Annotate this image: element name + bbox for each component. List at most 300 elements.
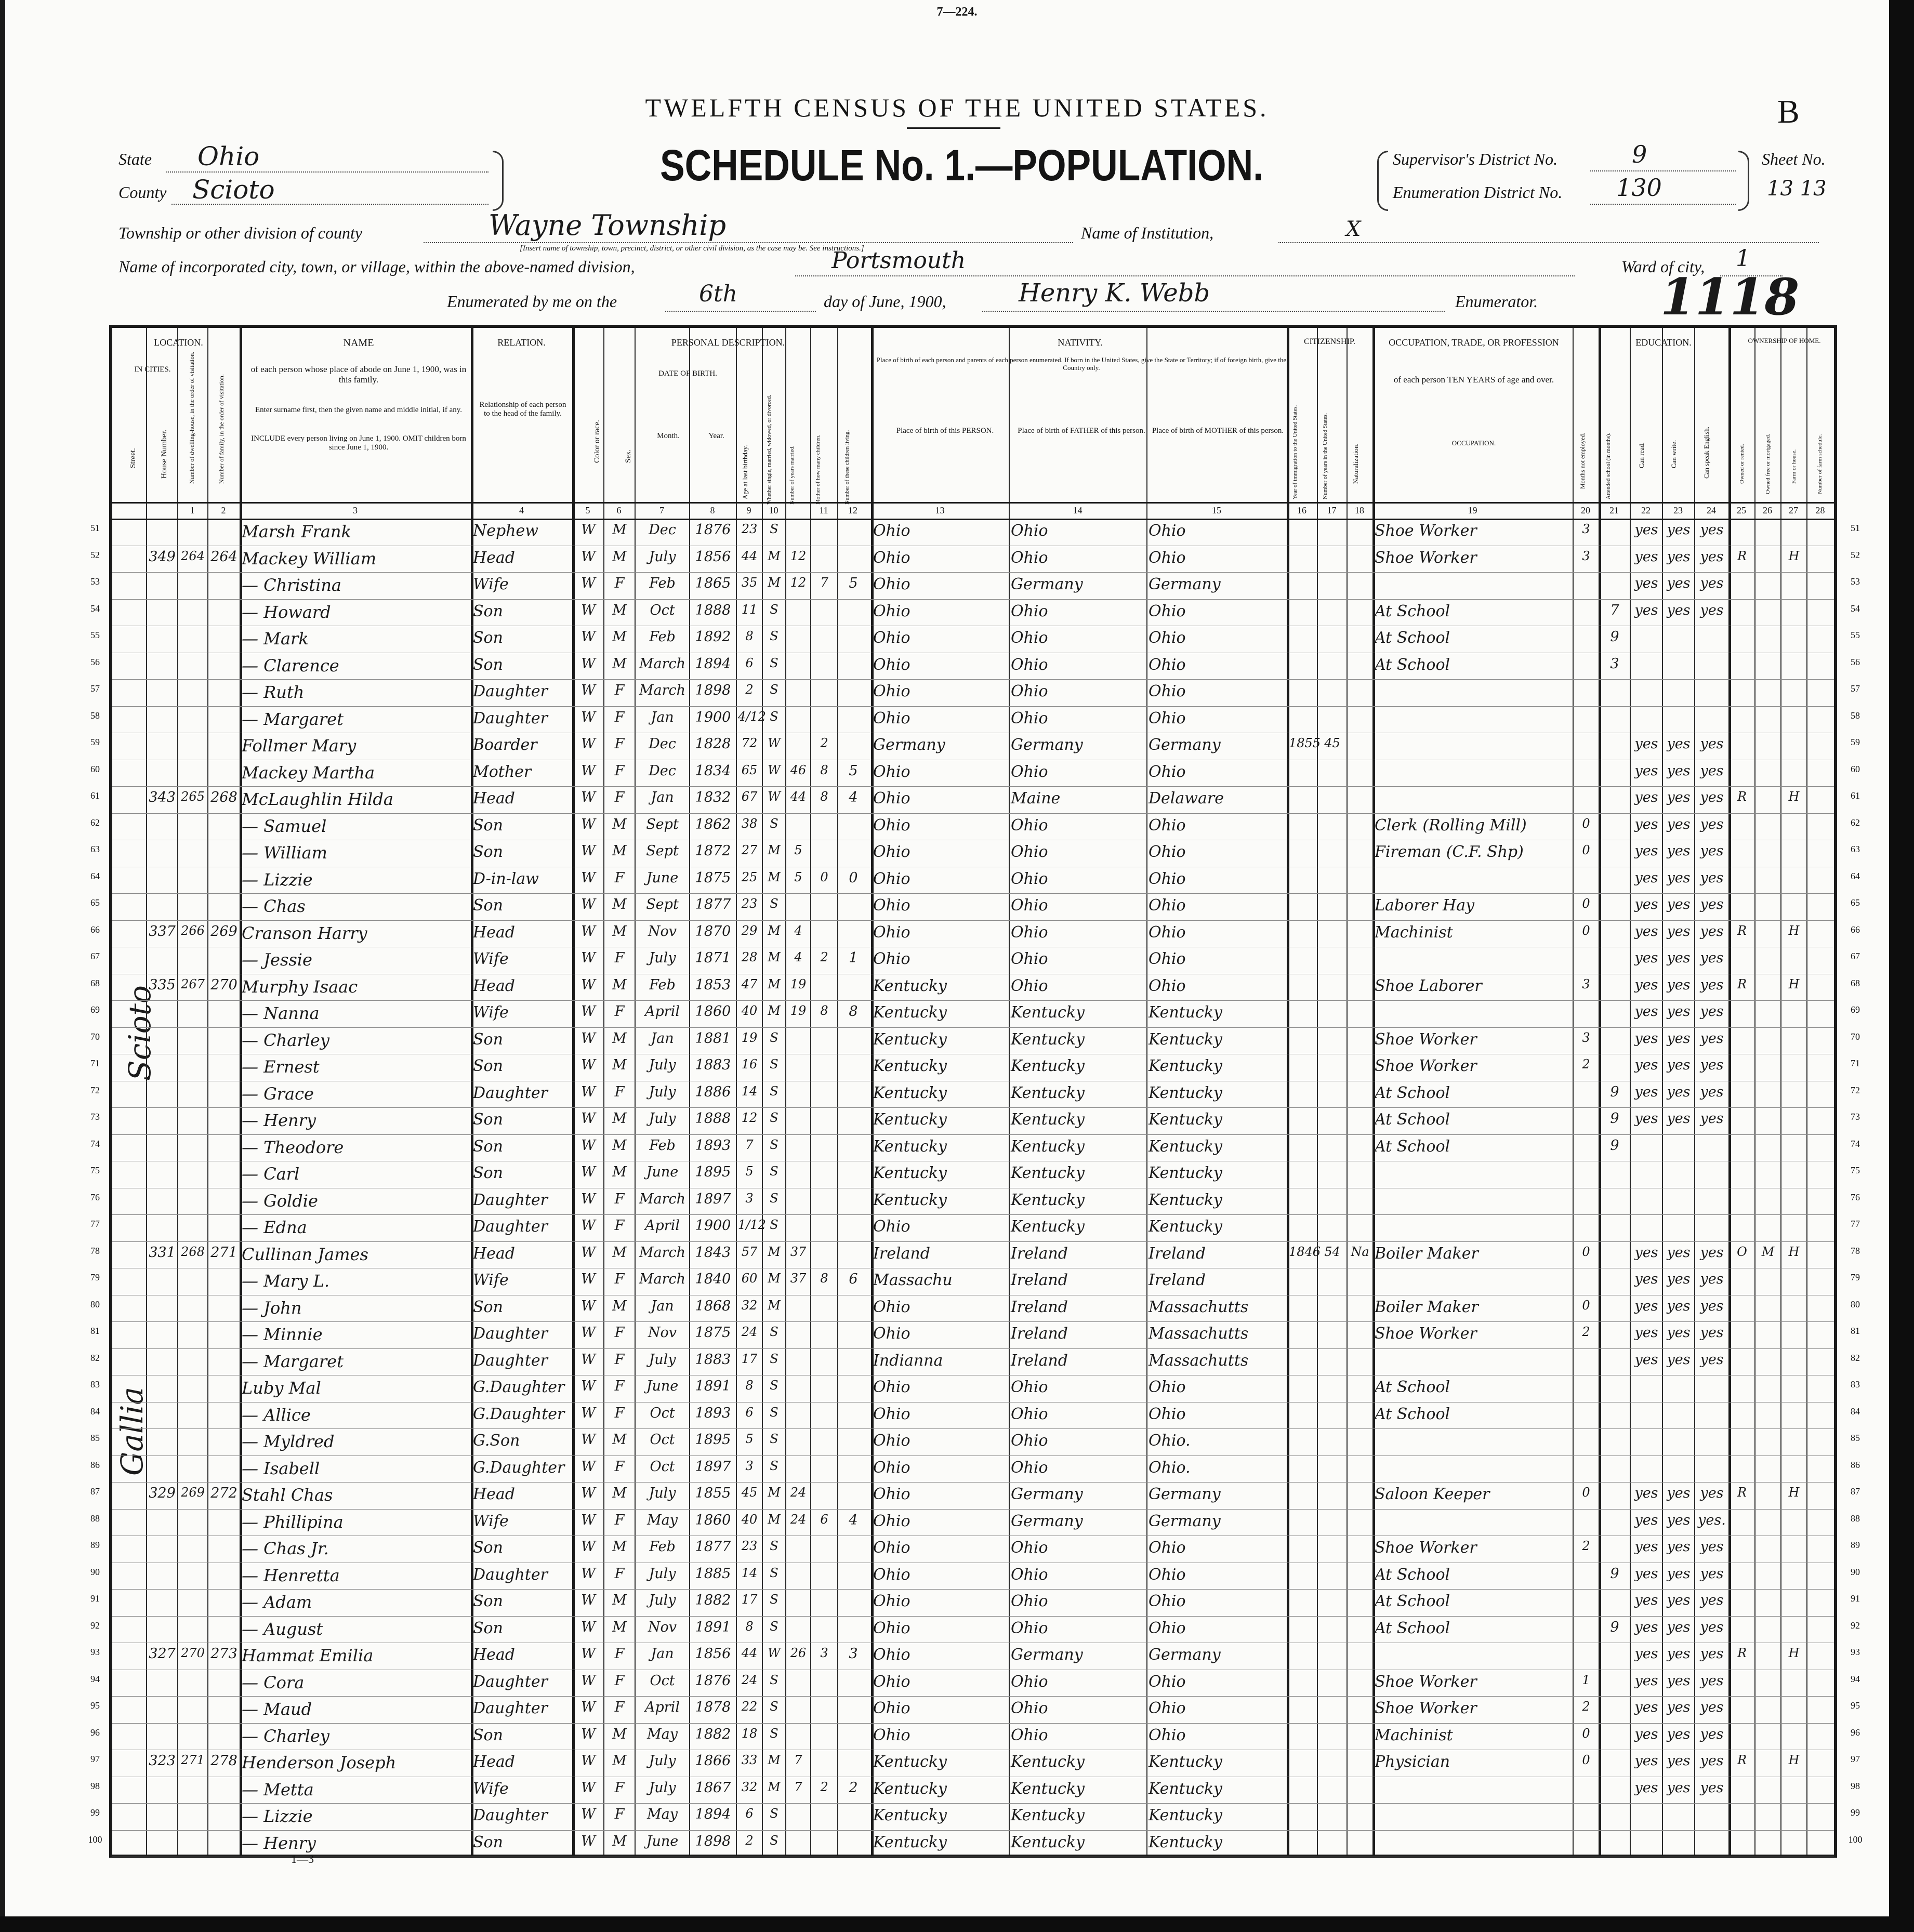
cell-name: — Ernest bbox=[242, 1057, 320, 1077]
cell-sex: M bbox=[612, 816, 627, 832]
cell-year: 1894 bbox=[695, 655, 731, 672]
cell-mo: 3 bbox=[820, 1646, 828, 1660]
cell-occ: Machinist bbox=[1375, 923, 1453, 942]
cell-month: Oct bbox=[650, 1432, 675, 1448]
row-divider bbox=[112, 1134, 1834, 1135]
cell-mo: 8 bbox=[820, 762, 828, 777]
cell-bp: Ohio bbox=[873, 682, 910, 700]
cell-month: June bbox=[646, 1164, 679, 1180]
cell-cl: 5 bbox=[849, 762, 858, 779]
cell-farm: H bbox=[1788, 789, 1800, 804]
cell-sex: M bbox=[612, 1164, 627, 1180]
right-brace bbox=[1377, 151, 1388, 211]
cell-rel: G.Daughter bbox=[473, 1458, 565, 1477]
row-number-left: 83 bbox=[90, 1379, 100, 1390]
cell-occ: Physician bbox=[1375, 1753, 1450, 1771]
hdr-can-write: Can write. bbox=[1670, 440, 1678, 468]
column-divider bbox=[1754, 328, 1755, 1855]
hdr-months-not-employed: Months not employed. bbox=[1579, 432, 1586, 489]
cell-rel: Daughter bbox=[473, 1806, 548, 1824]
cell-month: June bbox=[646, 869, 679, 886]
cell-speak: yes bbox=[1700, 1646, 1724, 1662]
cell-bf: Ohio bbox=[1011, 1405, 1048, 1423]
cell-farm: H bbox=[1788, 1244, 1800, 1259]
cell-age: 16 bbox=[741, 1057, 758, 1071]
row-number-left: 92 bbox=[90, 1620, 100, 1631]
cell-bp: Ohio bbox=[873, 869, 910, 888]
cell-rel: Head bbox=[473, 976, 516, 995]
cell-cl: 2 bbox=[849, 1779, 858, 1796]
hdr-location: LOCATION. bbox=[154, 337, 203, 348]
cell-ym: 12 bbox=[790, 548, 807, 563]
cell-write: yes bbox=[1667, 1057, 1691, 1073]
cell-bm: Kentucky bbox=[1149, 1083, 1222, 1102]
hdr-occupation-col: OCCUPATION. bbox=[1451, 439, 1496, 447]
cell-age: 8 bbox=[745, 1378, 754, 1393]
cell-bf: Ohio bbox=[1011, 602, 1048, 620]
cell-bm: Massachutts bbox=[1149, 1298, 1249, 1316]
cell-sex: F bbox=[614, 1779, 625, 1796]
cell-name: — Lizzie bbox=[242, 869, 313, 890]
cell-ym: 19 bbox=[790, 976, 807, 991]
cell-speak: yes bbox=[1700, 869, 1724, 886]
cell-speak: yes bbox=[1700, 522, 1724, 538]
cell-color: W bbox=[581, 629, 596, 645]
cell-mo: 8 bbox=[820, 789, 828, 804]
cell-occ: Saloon Keeper bbox=[1375, 1485, 1490, 1503]
cell-cond: S bbox=[770, 1726, 778, 1741]
cell-speak: yes bbox=[1700, 1244, 1724, 1261]
cell-cond: M bbox=[768, 869, 781, 884]
cell-speak: yes bbox=[1700, 1351, 1724, 1368]
cell-read: yes bbox=[1634, 548, 1658, 565]
cell-sex: M bbox=[612, 896, 627, 912]
cell-rel: Nephew bbox=[473, 522, 538, 540]
cell-speak: yes bbox=[1700, 1110, 1724, 1127]
cell-year: 1860 bbox=[695, 1003, 731, 1020]
cell-bm: Ohio bbox=[1149, 950, 1186, 968]
row-number-left: 86 bbox=[90, 1459, 100, 1470]
cell-name: — Margaret bbox=[242, 1351, 344, 1371]
cell-cond: S bbox=[770, 709, 778, 724]
cell-bm: Ohio bbox=[1149, 923, 1186, 942]
row-number-left: 57 bbox=[90, 683, 100, 694]
row-number-right: 60 bbox=[1851, 763, 1860, 774]
cell-name: — Theodore bbox=[242, 1137, 344, 1157]
cell-write: yes bbox=[1667, 602, 1691, 618]
cell-mo: 8 bbox=[820, 1003, 828, 1018]
cell-month: Oct bbox=[650, 1405, 675, 1421]
cell-year: 1897 bbox=[695, 1190, 731, 1207]
hdr-occupation: OCCUPATION, TRADE, OR PROFESSION bbox=[1389, 337, 1559, 348]
cell-occ: Boiler Maker bbox=[1375, 1244, 1479, 1263]
cell-month: Oct bbox=[650, 1458, 675, 1475]
hdr-birth-father: Place of birth of FATHER of this person. bbox=[1018, 427, 1145, 435]
cell-cond: S bbox=[770, 1539, 778, 1553]
cell-sex: F bbox=[614, 1271, 625, 1287]
cell-bf: Ohio bbox=[1011, 923, 1048, 942]
column-number: 16 bbox=[1297, 505, 1306, 515]
hdr-relation: RELATION. bbox=[497, 337, 546, 348]
cell-bf: Ohio bbox=[1011, 655, 1048, 674]
cell-dwelling: 265 bbox=[181, 789, 205, 804]
column-number: 14 bbox=[1073, 505, 1083, 515]
cell-yrs: 45 bbox=[1324, 736, 1340, 750]
cell-me: 2 bbox=[1582, 1539, 1590, 1553]
cell-year: 1856 bbox=[695, 548, 731, 565]
cell-cond: W bbox=[768, 736, 781, 750]
cell-write: yes bbox=[1667, 950, 1691, 966]
township-label: Township or other division of county bbox=[118, 223, 363, 242]
cell-age: 40 bbox=[741, 1003, 758, 1018]
row-number-right: 51 bbox=[1851, 523, 1860, 533]
cell-read: yes bbox=[1634, 1699, 1658, 1715]
cell-age: 2 bbox=[745, 1833, 754, 1848]
cell-rel: Daughter bbox=[473, 1672, 548, 1691]
cell-cond: S bbox=[770, 1619, 778, 1634]
sheet-letter: B bbox=[1777, 93, 1800, 130]
hdr-color: Color or race. bbox=[593, 420, 601, 463]
cell-read: yes bbox=[1634, 950, 1658, 966]
hdr-owned-rented: Owned or rented. bbox=[1739, 444, 1745, 484]
cell-cond: S bbox=[770, 1190, 778, 1206]
cell-rel: G.Daughter bbox=[473, 1378, 565, 1396]
cell-occ: At School bbox=[1375, 655, 1450, 674]
row-number-right: 54 bbox=[1851, 603, 1860, 614]
cell-color: W bbox=[581, 1351, 596, 1368]
row-number-right: 94 bbox=[1851, 1673, 1860, 1684]
cell-own: R bbox=[1737, 1753, 1747, 1767]
census-table bbox=[109, 325, 1837, 1858]
cell-mo: 7 bbox=[820, 575, 828, 590]
cell-year: 1866 bbox=[695, 1753, 731, 1769]
column-divider bbox=[689, 328, 690, 1855]
cell-write: yes bbox=[1667, 575, 1691, 591]
cell-bm: Ohio bbox=[1149, 1619, 1186, 1637]
cell-sex: M bbox=[612, 1298, 627, 1314]
cell-ym: 44 bbox=[790, 789, 807, 804]
row-number-right: 63 bbox=[1851, 844, 1860, 854]
cell-rel: G.Son bbox=[473, 1432, 520, 1450]
cell-me: 3 bbox=[1582, 976, 1590, 991]
cell-write: yes bbox=[1667, 1672, 1691, 1689]
cell-dwelling: 266 bbox=[181, 923, 205, 938]
cell-bf: Ohio bbox=[1011, 762, 1048, 781]
cell-age: 32 bbox=[741, 1298, 758, 1313]
cell-bp: Ohio bbox=[873, 602, 910, 620]
cell-house: 349 bbox=[149, 548, 176, 565]
cell-speak: yes bbox=[1700, 896, 1724, 912]
cell-bm: Ohio bbox=[1149, 522, 1186, 540]
cell-month: Feb bbox=[649, 629, 676, 645]
cell-speak: yes bbox=[1700, 762, 1724, 779]
cell-read: yes bbox=[1634, 762, 1658, 779]
cell-cond: S bbox=[770, 1030, 778, 1045]
cell-ym: 19 bbox=[790, 1003, 807, 1018]
cell-cl: 4 bbox=[849, 1512, 858, 1528]
cell-rel: Wife bbox=[473, 1779, 509, 1798]
cell-write: yes bbox=[1667, 1325, 1691, 1341]
cell-bf: Kentucky bbox=[1011, 1833, 1085, 1851]
cell-own: R bbox=[1737, 976, 1747, 991]
row-number-left: 52 bbox=[90, 549, 100, 560]
cell-rel: Wife bbox=[473, 1003, 509, 1022]
enumeration-value: 130 bbox=[1616, 174, 1662, 202]
cell-sex: M bbox=[612, 1592, 627, 1608]
row-divider bbox=[112, 1107, 1834, 1108]
column-number: 27 bbox=[1789, 505, 1798, 515]
cell-bf: Kentucky bbox=[1011, 1003, 1085, 1022]
cell-color: W bbox=[581, 1458, 596, 1475]
row-number-right: 89 bbox=[1851, 1540, 1860, 1550]
cell-speak: yes bbox=[1700, 1619, 1724, 1635]
row-number-right: 97 bbox=[1851, 1754, 1860, 1764]
cell-bm: Germany bbox=[1149, 575, 1221, 593]
cell-bm: Kentucky bbox=[1149, 1110, 1222, 1129]
hdr-naturalization: Naturalization. bbox=[1352, 443, 1359, 484]
row-number-right: 53 bbox=[1851, 576, 1860, 587]
cell-sex: M bbox=[612, 1244, 627, 1261]
row-number-left: 81 bbox=[90, 1326, 100, 1336]
cell-name: — Edna bbox=[242, 1218, 307, 1237]
cell-occ: At School bbox=[1375, 1405, 1450, 1423]
cell-speak: yes bbox=[1700, 1565, 1724, 1582]
cell-write: yes bbox=[1667, 1351, 1691, 1368]
cell-name: — Howard bbox=[242, 602, 331, 622]
cell-age: 22 bbox=[741, 1699, 758, 1714]
column-number: 28 bbox=[1815, 505, 1825, 515]
cell-cond: S bbox=[770, 1432, 778, 1446]
cell-rel: Son bbox=[473, 843, 503, 861]
cell-sex: M bbox=[612, 655, 627, 672]
cell-rel: Head bbox=[473, 548, 516, 567]
cell-name: Murphy Isaac bbox=[242, 976, 358, 997]
cell-sex: M bbox=[612, 602, 627, 618]
cell-cond: S bbox=[770, 1325, 778, 1339]
cell-color: W bbox=[581, 789, 596, 805]
cell-rel: Son bbox=[473, 1726, 503, 1744]
cell-cond: S bbox=[770, 1351, 778, 1366]
cell-me: 0 bbox=[1582, 923, 1590, 938]
cell-age: 3 bbox=[745, 1190, 754, 1206]
cell-bp: Ohio bbox=[873, 629, 910, 647]
cell-age: 27 bbox=[741, 843, 758, 857]
enumerated-prefix: Enumerated by me on the bbox=[447, 292, 617, 311]
cell-bf: Kentucky bbox=[1011, 1190, 1085, 1209]
cell-bm: Germany bbox=[1149, 1512, 1221, 1530]
cell-write: yes bbox=[1667, 1298, 1691, 1314]
row-number-right: 98 bbox=[1851, 1780, 1860, 1791]
row-number-left: 98 bbox=[90, 1780, 100, 1791]
cell-month: July bbox=[649, 548, 676, 565]
row-number-left: 58 bbox=[90, 710, 100, 721]
cell-color: W bbox=[581, 1432, 596, 1448]
row-number-left: 60 bbox=[90, 763, 100, 774]
cell-ym: 4 bbox=[794, 923, 802, 938]
cell-name: — Adam bbox=[242, 1592, 312, 1612]
hdr-name: NAME bbox=[343, 337, 374, 349]
cell-write: yes bbox=[1667, 1619, 1691, 1635]
row-number-left: 66 bbox=[90, 924, 100, 935]
row-number-left: 64 bbox=[90, 870, 100, 881]
cell-month: July bbox=[649, 1485, 676, 1501]
cell-cond: S bbox=[770, 1833, 778, 1848]
column-divider bbox=[736, 328, 737, 1855]
column-divider bbox=[1694, 328, 1695, 1855]
cell-name: — John bbox=[242, 1298, 302, 1318]
cell-occ: Boiler Maker bbox=[1375, 1298, 1479, 1316]
cell-sex: F bbox=[614, 1083, 625, 1100]
cell-rel: Son bbox=[473, 816, 503, 835]
state-label: State bbox=[118, 150, 152, 168]
row-number-left: 75 bbox=[90, 1165, 100, 1175]
cell-rel: Wife bbox=[473, 1512, 509, 1530]
cell-bp: Ohio bbox=[873, 1432, 910, 1450]
cell-sex: M bbox=[612, 843, 627, 859]
row-number-left: 78 bbox=[90, 1245, 100, 1256]
cell-sex: M bbox=[612, 1833, 627, 1849]
cell-age: 40 bbox=[741, 1512, 758, 1527]
cell-bf: Ireland bbox=[1011, 1244, 1068, 1263]
cell-read: yes bbox=[1634, 575, 1658, 591]
cell-rel: Son bbox=[473, 1592, 503, 1610]
row-number-right: 62 bbox=[1851, 817, 1860, 828]
cell-sex: M bbox=[612, 1057, 627, 1073]
cell-cond: S bbox=[770, 1405, 778, 1420]
cell-bm: Kentucky bbox=[1149, 1753, 1222, 1771]
cell-age: 47 bbox=[741, 976, 758, 991]
cell-cond: S bbox=[770, 682, 778, 697]
cell-year: 1860 bbox=[695, 1512, 731, 1528]
enumerated-mid: day of June, 1900, bbox=[824, 292, 946, 311]
township-note: [Insert name of township, town, precinct, district, or other civil division, as the case may be. See instructions.] bbox=[520, 244, 864, 253]
township-line bbox=[424, 242, 1073, 243]
scan-edge-bottom bbox=[0, 1916, 1914, 1932]
cell-color: W bbox=[581, 1672, 596, 1689]
row-number-right: 56 bbox=[1851, 656, 1860, 667]
header-divider bbox=[112, 519, 1834, 520]
cell-cl: 4 bbox=[849, 789, 858, 805]
cell-age: 28 bbox=[741, 950, 758, 964]
cell-read: yes bbox=[1634, 1619, 1658, 1635]
cell-own: R bbox=[1737, 1485, 1747, 1500]
cell-rel: Son bbox=[473, 1137, 503, 1156]
cell-bp: Germany bbox=[873, 736, 945, 754]
row-divider bbox=[112, 1589, 1834, 1590]
column-number: 23 bbox=[1673, 505, 1683, 515]
cell-month: June bbox=[646, 1378, 679, 1394]
cell-bf: Germany bbox=[1011, 575, 1083, 593]
cell-bf: Germany bbox=[1011, 1485, 1083, 1503]
cell-cond: M bbox=[768, 575, 781, 590]
cell-year: 1832 bbox=[695, 789, 731, 805]
hdr-in-cities: IN CITIES. bbox=[134, 365, 171, 374]
cell-year: 1897 bbox=[695, 1458, 731, 1475]
institution-line bbox=[1278, 242, 1819, 243]
cell-month: Feb bbox=[649, 575, 676, 591]
cell-color: W bbox=[581, 843, 596, 859]
row-number-left: 67 bbox=[90, 951, 100, 961]
column-number: 20 bbox=[1581, 505, 1590, 515]
cell-age: 19 bbox=[741, 1030, 758, 1045]
row-divider bbox=[112, 1321, 1834, 1322]
row-divider bbox=[112, 1027, 1834, 1028]
cell-year: 1883 bbox=[695, 1351, 731, 1368]
cell-speak: yes bbox=[1700, 1083, 1724, 1100]
cell-bm: Ohio bbox=[1149, 1592, 1186, 1610]
row-number-right: 84 bbox=[1851, 1406, 1860, 1417]
cell-bf: Maine bbox=[1011, 789, 1061, 808]
cell-rel: Daughter bbox=[473, 1218, 548, 1236]
cell-month: Sept bbox=[646, 896, 679, 912]
cell-speak: yes bbox=[1700, 1753, 1724, 1769]
scan-edge-right bbox=[1889, 0, 1914, 1932]
cell-age: 32 bbox=[741, 1779, 758, 1794]
cell-month: July bbox=[649, 1351, 676, 1368]
cell-age: 38 bbox=[741, 816, 758, 831]
hdr-citizenship: CITIZENSHIP. bbox=[1303, 337, 1356, 346]
cell-color: W bbox=[581, 1083, 596, 1100]
cell-bp: Ohio bbox=[873, 762, 910, 781]
cell-sex: F bbox=[614, 1190, 625, 1207]
cell-rel: D-in-law bbox=[473, 869, 539, 888]
cell-cl: 6 bbox=[849, 1271, 858, 1287]
cell-name: — Chas bbox=[242, 896, 306, 916]
cell-bp: Ohio bbox=[873, 1646, 910, 1664]
cell-age: 29 bbox=[741, 923, 758, 938]
cell-rel: Daughter bbox=[473, 709, 548, 727]
cell-occ: At School bbox=[1375, 1378, 1450, 1396]
cell-name: — Jessie bbox=[242, 950, 312, 970]
cell-bp: Ohio bbox=[873, 1378, 910, 1396]
cell-age: 6 bbox=[745, 655, 754, 670]
cell-occ: At School bbox=[1375, 1565, 1450, 1584]
cell-read: yes bbox=[1634, 789, 1658, 805]
column-divider bbox=[1009, 328, 1010, 1855]
cell-year: 1834 bbox=[695, 762, 731, 779]
cell-month: March bbox=[639, 1271, 686, 1287]
cell-occ: Shoe Worker bbox=[1375, 1057, 1477, 1075]
cell-age: 72 bbox=[741, 736, 758, 750]
cell-year: 1828 bbox=[695, 736, 731, 752]
cell-rel: Son bbox=[473, 655, 503, 674]
cell-write: yes bbox=[1667, 1083, 1691, 1100]
cell-sex: F bbox=[614, 1218, 625, 1234]
cell-write: yes bbox=[1667, 522, 1691, 538]
cell-sex: M bbox=[612, 522, 627, 538]
cell-color: W bbox=[581, 1057, 596, 1073]
cell-bp: Ohio bbox=[873, 1405, 910, 1423]
cell-sex: F bbox=[614, 682, 625, 698]
cell-bf: Ohio bbox=[1011, 1565, 1048, 1584]
cell-read: yes bbox=[1634, 1325, 1658, 1341]
cell-color: W bbox=[581, 736, 596, 752]
row-number-left: 84 bbox=[90, 1406, 100, 1417]
cell-write: yes bbox=[1667, 1244, 1691, 1261]
cell-age: 23 bbox=[741, 522, 758, 536]
cell-age: 24 bbox=[741, 1325, 758, 1339]
cell-color: W bbox=[581, 1137, 596, 1154]
cell-cl: 1 bbox=[849, 950, 858, 966]
cell-year: 1871 bbox=[695, 950, 731, 966]
cell-age: 67 bbox=[741, 789, 758, 804]
cell-name: Hammat Emilia bbox=[242, 1646, 374, 1665]
hdr-year: Year. bbox=[708, 432, 724, 440]
cell-speak: yes bbox=[1700, 1699, 1724, 1715]
row-number-left: 73 bbox=[90, 1111, 100, 1122]
column-number: 25 bbox=[1737, 505, 1746, 515]
column-number: 1 bbox=[190, 505, 195, 515]
